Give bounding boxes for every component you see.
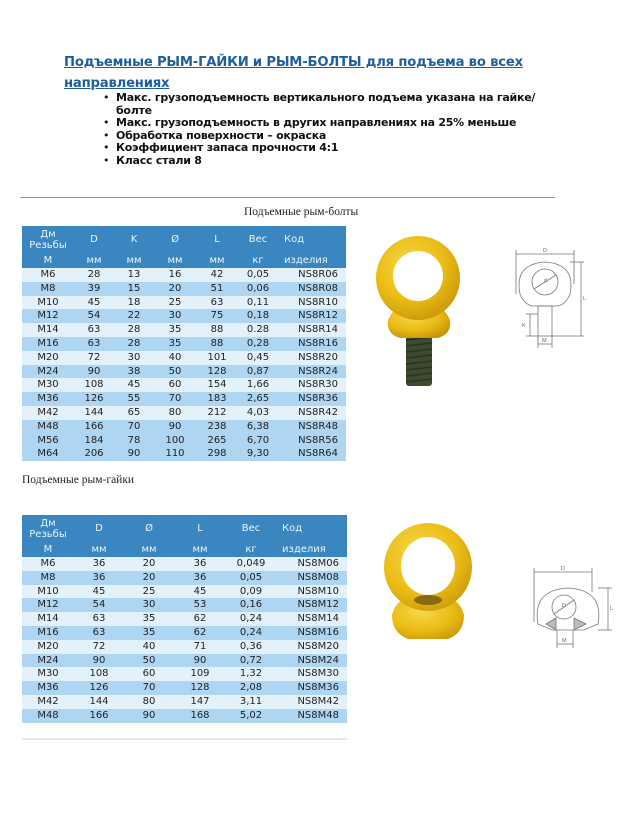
diagram-label-D: D	[543, 248, 547, 254]
cell-w: 0,16	[226, 598, 276, 612]
cell-L: 88	[196, 337, 238, 351]
cell-m: M64	[22, 447, 74, 461]
cell-L: 51	[196, 282, 238, 296]
col-thread-unit: М	[22, 542, 74, 557]
cell-D: 184	[74, 434, 114, 448]
cell-D: 126	[74, 392, 114, 406]
table-row	[22, 654, 347, 668]
cell-L: 128	[196, 365, 238, 379]
cell-code: NS8M42	[276, 695, 347, 709]
col-diameter-header: Ø	[124, 515, 174, 542]
cell-dia: 80	[154, 406, 196, 420]
table-row	[22, 392, 346, 406]
cell-dia: 90	[124, 709, 174, 723]
cell-m: M16	[22, 626, 74, 640]
cell-w: 0.28	[238, 323, 278, 337]
cell-m: M24	[22, 654, 74, 668]
cell-D: 63	[74, 323, 114, 337]
cell-m: M30	[22, 378, 74, 392]
diagram-label-M: M	[542, 338, 547, 344]
cell-code: NS8M20	[276, 640, 347, 654]
cell-m: M16	[22, 337, 74, 351]
col-D-unit: мм	[74, 253, 114, 268]
cell-D: 144	[74, 695, 124, 709]
cell-m: M6	[22, 268, 74, 282]
cell-code: NS8R12	[278, 309, 346, 323]
col-diameter-unit: мм	[124, 542, 174, 557]
cell-m: M14	[22, 612, 74, 626]
cell-code: NS8R64	[278, 447, 346, 461]
cell-m: M10	[22, 585, 74, 599]
cell-D: 90	[74, 654, 124, 668]
table-row	[22, 365, 346, 379]
cell-L: 154	[196, 378, 238, 392]
cell-m: M48	[22, 420, 74, 434]
cell-code: NS8M14	[276, 612, 347, 626]
cell-m: M24	[22, 365, 74, 379]
cell-dia: 25	[154, 296, 196, 310]
cell-w: 3,11	[226, 695, 276, 709]
cell-w: 1,32	[226, 667, 276, 681]
diagram-label-D: D	[561, 566, 565, 572]
cell-code: NS8M06	[276, 557, 347, 571]
diagram-label-M: M	[562, 638, 567, 644]
table-row	[22, 406, 346, 420]
cell-L: 53	[174, 598, 226, 612]
cell-dia: 70	[154, 392, 196, 406]
cell-K: 78	[114, 434, 154, 448]
cell-code: NS8M16	[276, 626, 347, 640]
cell-dia: 35	[154, 323, 196, 337]
cell-w: 6,70	[238, 434, 278, 448]
eye-bolt-photo	[368, 230, 468, 390]
cell-K: 38	[114, 365, 154, 379]
table-row	[22, 585, 347, 599]
feature-list	[100, 92, 560, 168]
cell-w: 0,11	[238, 296, 278, 310]
cell-code: NS8R36	[278, 392, 346, 406]
cell-dia: 50	[154, 365, 196, 379]
cell-w: 0,36	[226, 640, 276, 654]
col-weight-unit: кг	[226, 542, 276, 557]
cell-K: 70	[114, 420, 154, 434]
cell-w: 2,08	[226, 681, 276, 695]
col-L-header: L	[196, 226, 238, 253]
cell-w: 0,72	[226, 654, 276, 668]
cell-w: 0,45	[238, 351, 278, 365]
cell-D: 108	[74, 378, 114, 392]
col-K-unit: мм	[114, 253, 154, 268]
col-weight-header: Вес	[226, 515, 276, 542]
table-row	[22, 309, 346, 323]
cell-dia: 30	[124, 598, 174, 612]
table-row	[22, 612, 347, 626]
cell-L: 62	[174, 612, 226, 626]
eye-bolt-diagram	[508, 244, 588, 354]
col-code-header: Код	[276, 515, 347, 542]
table-row	[22, 378, 346, 392]
col-D-header: D	[74, 515, 124, 542]
table-row	[22, 557, 347, 571]
table-row	[22, 667, 347, 681]
cell-D: 63	[74, 626, 124, 640]
cell-code: NS8M48	[276, 709, 347, 723]
cell-D: 63	[74, 612, 124, 626]
cell-L: 36	[174, 571, 226, 585]
cell-m: M14	[22, 323, 74, 337]
cell-dia: 25	[124, 585, 174, 599]
feature-item: • Макс. грузоподъемность в других направлениях на 25% меньше	[100, 117, 560, 130]
cell-m: M20	[22, 640, 74, 654]
cell-m: M20	[22, 351, 74, 365]
table-row	[22, 640, 347, 654]
cell-m: M56	[22, 434, 74, 448]
cell-code: NS8R08	[278, 282, 346, 296]
cell-w: 0,06	[238, 282, 278, 296]
cell-D: 36	[74, 557, 124, 571]
cell-K: 55	[114, 392, 154, 406]
cell-D: 90	[74, 365, 114, 379]
feature-item: • Обработка поверхности – окраска	[100, 130, 560, 143]
cell-m: M8	[22, 571, 74, 585]
cell-D: 54	[74, 598, 124, 612]
diagram-label-d: d	[544, 278, 548, 284]
col-code-unit: изделия	[278, 253, 346, 268]
cell-L: 42	[196, 268, 238, 282]
diagram-label-L: L	[583, 296, 587, 302]
cell-L: 109	[174, 667, 226, 681]
cell-m: M10	[22, 296, 74, 310]
cell-code: NS8M08	[276, 571, 347, 585]
cell-m: M12	[22, 598, 74, 612]
cell-L: 62	[174, 626, 226, 640]
cell-code: NS8R42	[278, 406, 346, 420]
cell-L: 36	[174, 557, 226, 571]
cell-D: 63	[74, 337, 114, 351]
cell-dia: 60	[154, 378, 196, 392]
table-row	[22, 296, 346, 310]
table-row	[22, 434, 346, 448]
cell-K: 13	[114, 268, 154, 282]
cell-K: 28	[114, 323, 154, 337]
cell-dia: 20	[124, 557, 174, 571]
cell-D: 166	[74, 709, 124, 723]
cell-L: 90	[174, 654, 226, 668]
eye-nuts-caption: Подъемные рым-гайки	[22, 474, 135, 486]
cell-code: NS8R20	[278, 351, 346, 365]
table-row	[22, 420, 346, 434]
col-weight-unit: кг	[238, 253, 278, 268]
table-row	[22, 695, 347, 709]
cell-dia: 100	[154, 434, 196, 448]
cell-code: NS8R56	[278, 434, 346, 448]
cell-w: 0,87	[238, 365, 278, 379]
col-weight-header: Вес	[238, 226, 278, 253]
cell-dia: 35	[124, 612, 174, 626]
cell-m: M8	[22, 282, 74, 296]
cell-m: M12	[22, 309, 74, 323]
cell-D: 206	[74, 447, 114, 461]
cell-m: M42	[22, 695, 74, 709]
col-D-header: D	[74, 226, 114, 253]
cell-L: 238	[196, 420, 238, 434]
cell-code: NS8M36	[276, 681, 347, 695]
eye-nut-photo	[378, 515, 478, 645]
diagram-label-K: K	[522, 323, 526, 329]
eye-bolts-table	[22, 226, 346, 461]
cell-code: NS8R48	[278, 420, 346, 434]
table-row	[22, 626, 347, 640]
table-bottom-rule	[22, 738, 347, 740]
cell-D: 28	[74, 268, 114, 282]
cell-K: 45	[114, 378, 154, 392]
table-row	[22, 323, 346, 337]
col-L-unit: мм	[196, 253, 238, 268]
cell-dia: 20	[124, 571, 174, 585]
cell-w: 4,03	[238, 406, 278, 420]
cell-dia: 80	[124, 695, 174, 709]
cell-L: 265	[196, 434, 238, 448]
col-L-header: L	[174, 515, 226, 542]
col-K-header: K	[114, 226, 154, 253]
cell-dia: 90	[154, 420, 196, 434]
col-thread-header: Дм Резьбы	[22, 515, 74, 542]
cell-m: M6	[22, 557, 74, 571]
cell-w: 1,66	[238, 378, 278, 392]
cell-D: 126	[74, 681, 124, 695]
cell-L: 212	[196, 406, 238, 420]
cell-dia: 30	[154, 309, 196, 323]
cell-w: 0,24	[226, 626, 276, 640]
cell-w: 0,18	[238, 309, 278, 323]
cell-D: 72	[74, 351, 114, 365]
horizontal-divider	[20, 197, 555, 198]
cell-dia: 40	[154, 351, 196, 365]
cell-w: 0,24	[226, 612, 276, 626]
cell-code: NS8M12	[276, 598, 347, 612]
cell-code: NS8R14	[278, 323, 346, 337]
cell-K: 22	[114, 309, 154, 323]
table-row	[22, 337, 346, 351]
eye-bolts-table-body	[22, 268, 346, 461]
cell-dia: 50	[124, 654, 174, 668]
cell-code: NS8M30	[276, 667, 347, 681]
table-row	[22, 598, 347, 612]
diagram-label-d: D	[562, 603, 566, 609]
cell-K: 28	[114, 337, 154, 351]
cell-K: 15	[114, 282, 154, 296]
cell-dia: 60	[124, 667, 174, 681]
cell-D: 39	[74, 282, 114, 296]
feature-item: • Макс. грузоподъемность вертикального подъема указана на гайке/болте	[100, 92, 560, 117]
document-title: Подъемные РЫМ-ГАЙКИ и РЫМ-БОЛТЫ для подъема во всех направлениях	[64, 55, 523, 91]
cell-w: 5,02	[226, 709, 276, 723]
cell-w: 9,30	[238, 447, 278, 461]
cell-D: 166	[74, 420, 114, 434]
col-L-unit: мм	[174, 542, 226, 557]
cell-code: NS8R10	[278, 296, 346, 310]
table-row	[22, 681, 347, 695]
cell-code: NS8R24	[278, 365, 346, 379]
table-row	[22, 709, 347, 723]
cell-dia: 40	[124, 640, 174, 654]
cell-m: M36	[22, 681, 74, 695]
cell-m: M36	[22, 392, 74, 406]
cell-w: 2,65	[238, 392, 278, 406]
cell-code: NS8R30	[278, 378, 346, 392]
col-code-unit: изделия	[276, 542, 347, 557]
col-D-unit: мм	[74, 542, 124, 557]
cell-L: 71	[174, 640, 226, 654]
cell-D: 144	[74, 406, 114, 420]
cell-K: 65	[114, 406, 154, 420]
col-diameter-header: Ø	[154, 226, 196, 253]
cell-dia: 70	[124, 681, 174, 695]
eye-nuts-table-body	[22, 557, 347, 723]
cell-code: NS8R06	[278, 268, 346, 282]
cell-D: 108	[74, 667, 124, 681]
cell-code: NS8M24	[276, 654, 347, 668]
diagram-label-L: L	[610, 606, 614, 612]
cell-dia: 35	[154, 337, 196, 351]
table-row	[22, 268, 346, 282]
cell-code: NS8R16	[278, 337, 346, 351]
cell-D: 54	[74, 309, 114, 323]
cell-K: 30	[114, 351, 154, 365]
table-row	[22, 282, 346, 296]
eye-nut-diagram	[528, 562, 618, 658]
table-row	[22, 571, 347, 585]
cell-L: 128	[174, 681, 226, 695]
cell-L: 147	[174, 695, 226, 709]
cell-L: 101	[196, 351, 238, 365]
table-row	[22, 351, 346, 365]
eye-nuts-table	[22, 515, 347, 723]
cell-code: NS8M10	[276, 585, 347, 599]
cell-dia: 16	[154, 268, 196, 282]
col-thread-unit: М	[22, 253, 74, 268]
cell-w: 0,09	[226, 585, 276, 599]
cell-w: 0,049	[226, 557, 276, 571]
cell-L: 298	[196, 447, 238, 461]
cell-w: 0,28	[238, 337, 278, 351]
cell-dia: 35	[124, 626, 174, 640]
feature-item: • Класс стали 8	[100, 155, 560, 168]
cell-D: 36	[74, 571, 124, 585]
cell-m: M48	[22, 709, 74, 723]
col-thread-header: Дм Резьбы	[22, 226, 74, 253]
cell-L: 88	[196, 323, 238, 337]
cell-L: 63	[196, 296, 238, 310]
cell-w: 0,05	[238, 268, 278, 282]
cell-D: 72	[74, 640, 124, 654]
cell-dia: 20	[154, 282, 196, 296]
cell-K: 90	[114, 447, 154, 461]
cell-m: M30	[22, 667, 74, 681]
cell-m: M42	[22, 406, 74, 420]
eye-bolts-caption: Подъемные рым-болты	[244, 206, 359, 218]
col-diameter-unit: мм	[154, 253, 196, 268]
col-code-header: Код	[278, 226, 346, 253]
cell-D: 45	[74, 296, 114, 310]
cell-w: 0,05	[226, 571, 276, 585]
cell-w: 6,38	[238, 420, 278, 434]
cell-K: 18	[114, 296, 154, 310]
cell-D: 45	[74, 585, 124, 599]
table-row	[22, 447, 346, 461]
cell-dia: 110	[154, 447, 196, 461]
cell-L: 45	[174, 585, 226, 599]
feature-item: • Коэффициент запаса прочности 4:1	[100, 142, 560, 155]
cell-L: 183	[196, 392, 238, 406]
cell-L: 168	[174, 709, 226, 723]
cell-L: 75	[196, 309, 238, 323]
